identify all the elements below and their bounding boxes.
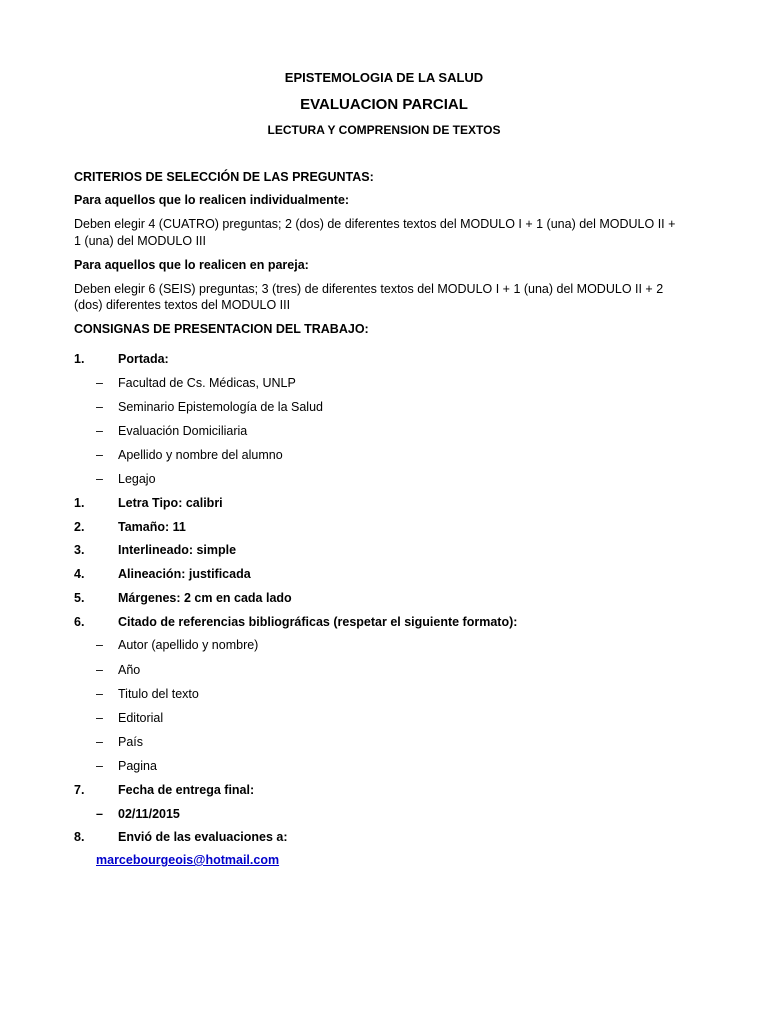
- dash-bullet: –: [96, 400, 103, 414]
- dash-bullet: –: [96, 687, 103, 701]
- format-item: [74, 519, 694, 536]
- format-item-label: Citado de referencias bibliográficas (respetar el siguiente formato):: [118, 615, 518, 629]
- portada-item: [74, 423, 694, 440]
- citation-item-label: Editorial: [118, 711, 164, 725]
- portada-item: [74, 447, 694, 464]
- portada-item-label: Seminario Epistemología de la Salud: [118, 400, 323, 414]
- course-title: EPISTEMOLOGIA DE LA SALUD: [284, 70, 484, 85]
- dash-bullet: –: [96, 807, 103, 821]
- format-item: [74, 614, 694, 631]
- dash-bullet: –: [96, 376, 103, 390]
- list-number: 1.: [74, 352, 85, 366]
- send-label: Envió de las evaluaciones a:: [118, 830, 288, 844]
- format-item: [74, 590, 694, 607]
- deadline-date-item: [74, 806, 694, 823]
- citation-item: [74, 734, 694, 751]
- list-number: 4.: [74, 567, 85, 581]
- citation-item-label: Año: [118, 663, 141, 677]
- format-item-label: Letra Tipo: calibri: [118, 496, 223, 510]
- list-number: 7.: [74, 783, 85, 797]
- list-number: 5.: [74, 591, 85, 605]
- citation-item-label: Autor (apellido y nombre): [118, 638, 259, 652]
- dash-bullet: –: [96, 759, 103, 773]
- citation-item-label: Pagina: [118, 759, 157, 773]
- instructions-heading: CONSIGNAS DE PRESENTACION DEL TRABAJO:: [74, 322, 369, 336]
- deadline-item: [74, 782, 694, 799]
- dash-bullet: –: [96, 735, 103, 749]
- citation-item: [74, 637, 694, 654]
- portada-item: [74, 471, 694, 488]
- citation-item: [74, 662, 694, 679]
- send-item: [74, 829, 694, 846]
- list-number: 6.: [74, 615, 85, 629]
- format-item: [74, 495, 694, 512]
- citation-item: [74, 758, 694, 775]
- citation-item-label: País: [118, 735, 144, 749]
- format-item-label: Tamaño: 11: [118, 520, 186, 534]
- format-item-label: Márgenes: 2 cm en cada lado: [118, 591, 292, 605]
- list-number: 3.: [74, 543, 85, 557]
- pair-text-line-1: Deben elegir 6 (SEIS) preguntas; 3 (tres) de diferentes textos del MODULO I + 1 (una) del MODULO II + 2: [74, 282, 664, 296]
- email-link[interactable]: marcebourgeois@hotmail.com: [96, 853, 280, 867]
- citation-item: [74, 710, 694, 727]
- dash-bullet: –: [96, 711, 103, 725]
- individual-text-line-1: Deben elegir 4 (CUATRO) preguntas; 2 (dos) de diferentes textos del MODULO I + 1 (una) del MODULO II +: [74, 217, 676, 231]
- deadline-date: 02/11/2015: [118, 807, 180, 821]
- citation-item-label: Titulo del texto: [118, 687, 199, 701]
- format-item-label: Interlineado: simple: [118, 543, 237, 557]
- pair-text-line-2: (dos) diferentes textos del MODULO III: [74, 298, 291, 312]
- portada-item-label: Apellido y nombre del alumno: [118, 448, 283, 462]
- citation-item: [74, 686, 694, 703]
- dash-bullet: –: [96, 424, 103, 438]
- document-title: EVALUACION PARCIAL: [300, 96, 468, 113]
- list-number: 1.: [74, 496, 85, 510]
- dash-bullet: –: [96, 638, 103, 652]
- dash-bullet: –: [96, 663, 103, 677]
- format-item-label: Alineación: justificada: [118, 567, 251, 581]
- list-item-portada: [74, 351, 694, 368]
- dash-bullet: –: [96, 472, 103, 486]
- criteria-heading: CRITERIOS DE SELECCIÓN DE LAS PREGUNTAS:: [74, 170, 374, 184]
- portada-item-label: Legajo: [118, 472, 156, 486]
- list-number: 8.: [74, 830, 85, 844]
- portada-item-label: Evaluación Domiciliaria: [118, 424, 248, 438]
- dash-bullet: –: [96, 448, 103, 462]
- portada-item-label: Facultad de Cs. Médicas, UNLP: [118, 376, 296, 390]
- individual-text-line-2: 1 (una) del MODULO III: [74, 234, 206, 248]
- list-label: Portada:: [118, 352, 169, 366]
- format-item: [74, 566, 694, 583]
- individual-heading: Para aquellos que lo realicen individualmente:: [74, 193, 350, 207]
- portada-item: [74, 399, 694, 416]
- list-number: 2.: [74, 520, 85, 534]
- format-item: [74, 542, 694, 559]
- deadline-label: Fecha de entrega final:: [118, 783, 255, 797]
- portada-item: [74, 375, 694, 392]
- pair-heading: Para aquellos que lo realicen en pareja:: [74, 258, 309, 272]
- document-subtitle: LECTURA Y COMPRENSION DE TEXTOS: [267, 123, 501, 137]
